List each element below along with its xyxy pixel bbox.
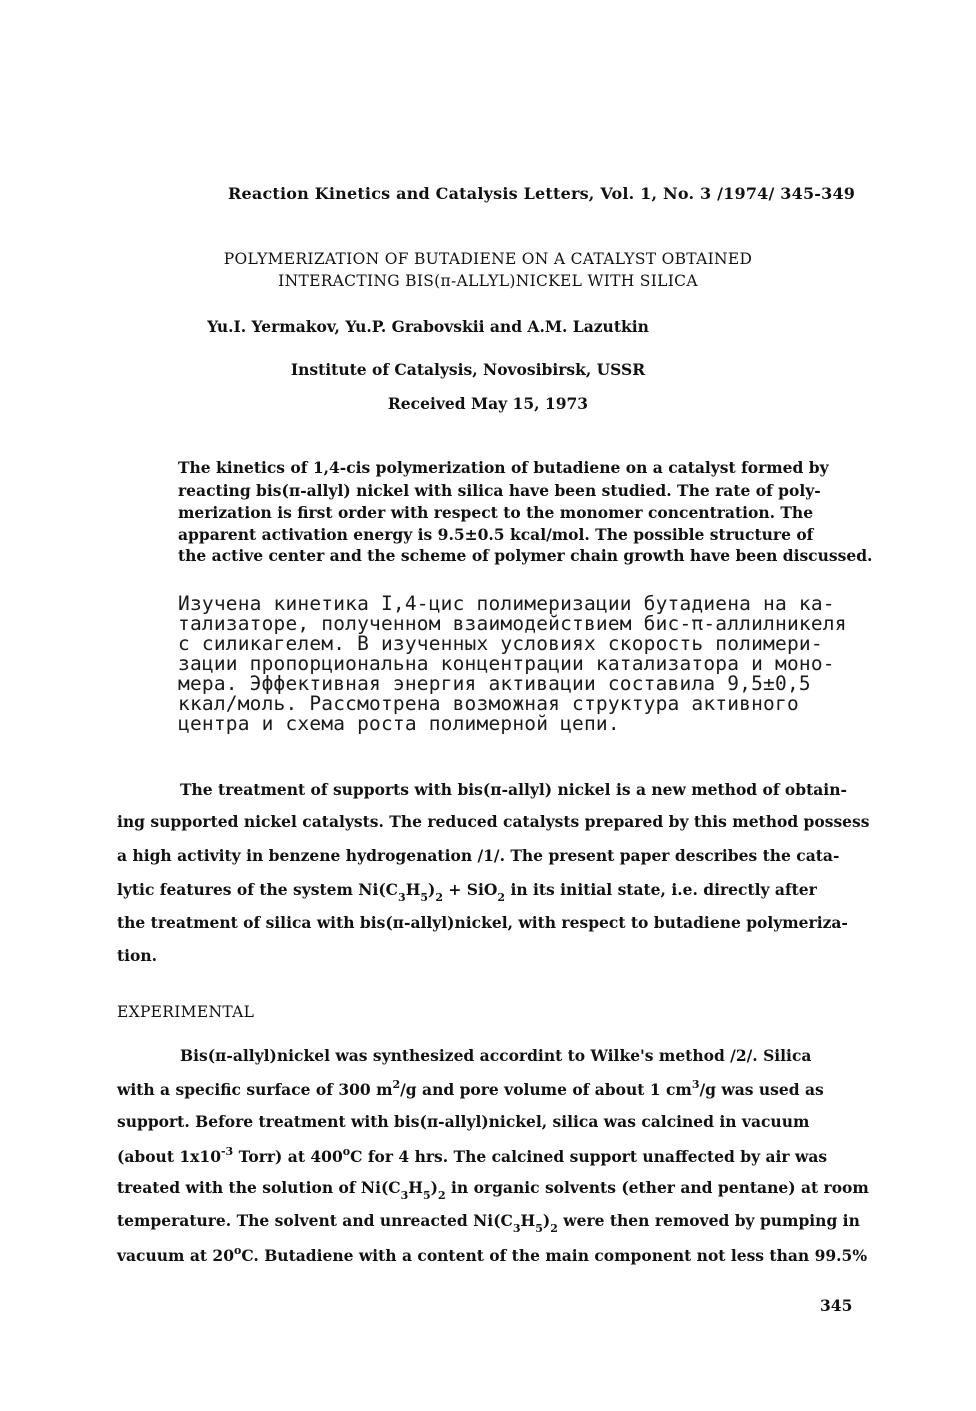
experimental-text: /g was used as	[699, 1080, 824, 1099]
experimental-text: /g and pore volume of about 1 cm	[400, 1080, 692, 1099]
paper-title-line-2: INTERACTING BIS(π-ALLYL)NICKEL WITH SILICA	[278, 272, 698, 290]
abstract-ru-line: с силикагелем. В изученных условиях скорость полимери-	[178, 632, 823, 655]
experimental-line: treated with the solution of $Ni(C_3H_5)_2$ in organic solvents (ether and pentane) at room	[117, 1178, 869, 1202]
experimental-line: temperature. The solvent and unreacted $Ni(C_3H_5)_2$ were then removed by pumping in	[117, 1211, 860, 1235]
section-heading: EXPERIMENTAL	[117, 1003, 255, 1021]
journal-header: Reaction Kinetics and Catalysis Letters, Vol. 1, No. 3 /1974/ 345-349	[228, 184, 856, 203]
received-date: Received May 15, 1973	[387, 394, 589, 413]
intro-text: in its initial state, i.e. directly after	[510, 880, 817, 899]
authors: Yu.I. Yermakov, Yu.P. Grabovskii and A.M. Lazutkin	[207, 317, 649, 336]
page-number: 345	[820, 1296, 853, 1315]
experimental-text: vacuum at 20	[117, 1246, 234, 1265]
experimental-text: with a specific surface of 300 m	[117, 1080, 393, 1099]
intro-line: a high activity in benzene hydrogenation /1/. The present paper describes the cata-	[117, 846, 840, 865]
abstract-en-line: merization is first order with respect to the monomer concentration. The	[178, 503, 814, 522]
experimental-text: treated with the solution of Ni(C	[117, 1178, 401, 1197]
abstract-ru-line: ккал/моль. Рассмотрена возможная структура активного	[178, 692, 799, 715]
intro-line: The treatment of supports with bis(π-allyl) nickel is a new method of obtain-	[180, 780, 847, 799]
experimental-text: temperature. The solvent and unreacted Ni(C	[117, 1211, 513, 1230]
intro-line: tion.	[117, 946, 158, 965]
abstract-ru-line: зации пропорциональна концентрации катализатора и моно-	[178, 652, 835, 675]
experimental-line: (about $1x10^{-3}$ Torr) at 400$^o$C for 4 hrs. The calcined support unaffected by air was	[117, 1145, 828, 1166]
experimental-text: in organic solvents (ether and pentane) at room	[451, 1178, 869, 1197]
experimental-line: with a specific surface of 300 $m^2/g$ and pore volume of about 1 $cm^3/g$ was used as	[117, 1078, 824, 1099]
experimental-text: Torr) at 400	[238, 1147, 343, 1166]
experimental-line: vacuum at 20$^o$C. Butadiene with a content of the main component not less than 99.5%	[117, 1244, 868, 1265]
abstract-en-line: the active center and the scheme of polymer chain growth have been discussed.	[178, 546, 873, 565]
abstract-ru-line: Изучена кинетика I,4-цис полимеризации бутадиена на ка-	[178, 592, 835, 615]
experimental-text: C. Butadiene with a content of the main component not less than 99.5%	[241, 1246, 868, 1265]
intro-line: lytic features of the system $Ni(C_3H_5)_2 + SiO_2$ in its initial state, i.e. directly after	[117, 880, 817, 904]
paper-title-line-1: POLYMERIZATION OF BUTADIENE ON A CATALYST OBTAINED	[223, 250, 753, 268]
intro-text: lytic features of the system Ni(C	[117, 880, 399, 899]
experimental-text: (about 1x10	[117, 1147, 221, 1166]
abstract-en-line: reacting bis(π-allyl) nickel with silica have been studied. The rate of poly-	[178, 481, 821, 500]
experimental-line: support. Before treatment with bis(π-allyl)nickel, silica was calcined in vacuum	[117, 1112, 810, 1131]
experimental-text: C for 4 hrs. The calcined support unaffected by air was	[350, 1147, 828, 1166]
abstract-ru-line: тализаторе, полученном взаимодействием бис-π-аллилникеля	[178, 612, 847, 635]
abstract-ru-line: центра и схема роста полимерной цепи.	[178, 712, 620, 735]
institution: Institute of Catalysis, Novosibirsk, USSR	[290, 360, 646, 379]
experimental-text: were then removed by pumping in	[563, 1211, 860, 1230]
experimental-line: Bis(π-allyl)nickel was synthesized accordint to Wilke's method /2/. Silica	[180, 1046, 812, 1065]
intro-text: + SiO	[448, 880, 498, 899]
abstract-en-line: The kinetics of 1,4-cis polymerization of butadiene on a catalyst formed by	[178, 458, 829, 477]
abstract-ru-line: мера. Эффективная энергия активации составила 9,5±0,5	[178, 672, 811, 695]
exponent: -3	[220, 1145, 234, 1158]
intro-line: ing supported nickel catalysts. The reduced catalysts prepared by this method possess	[117, 812, 870, 831]
intro-line: the treatment of silica with bis(π-allyl)nickel, with respect to butadiene polymeriza-	[117, 913, 848, 932]
abstract-en-line: apparent activation energy is 9.5±0.5 kcal/mol. The possible structure of	[178, 525, 814, 544]
